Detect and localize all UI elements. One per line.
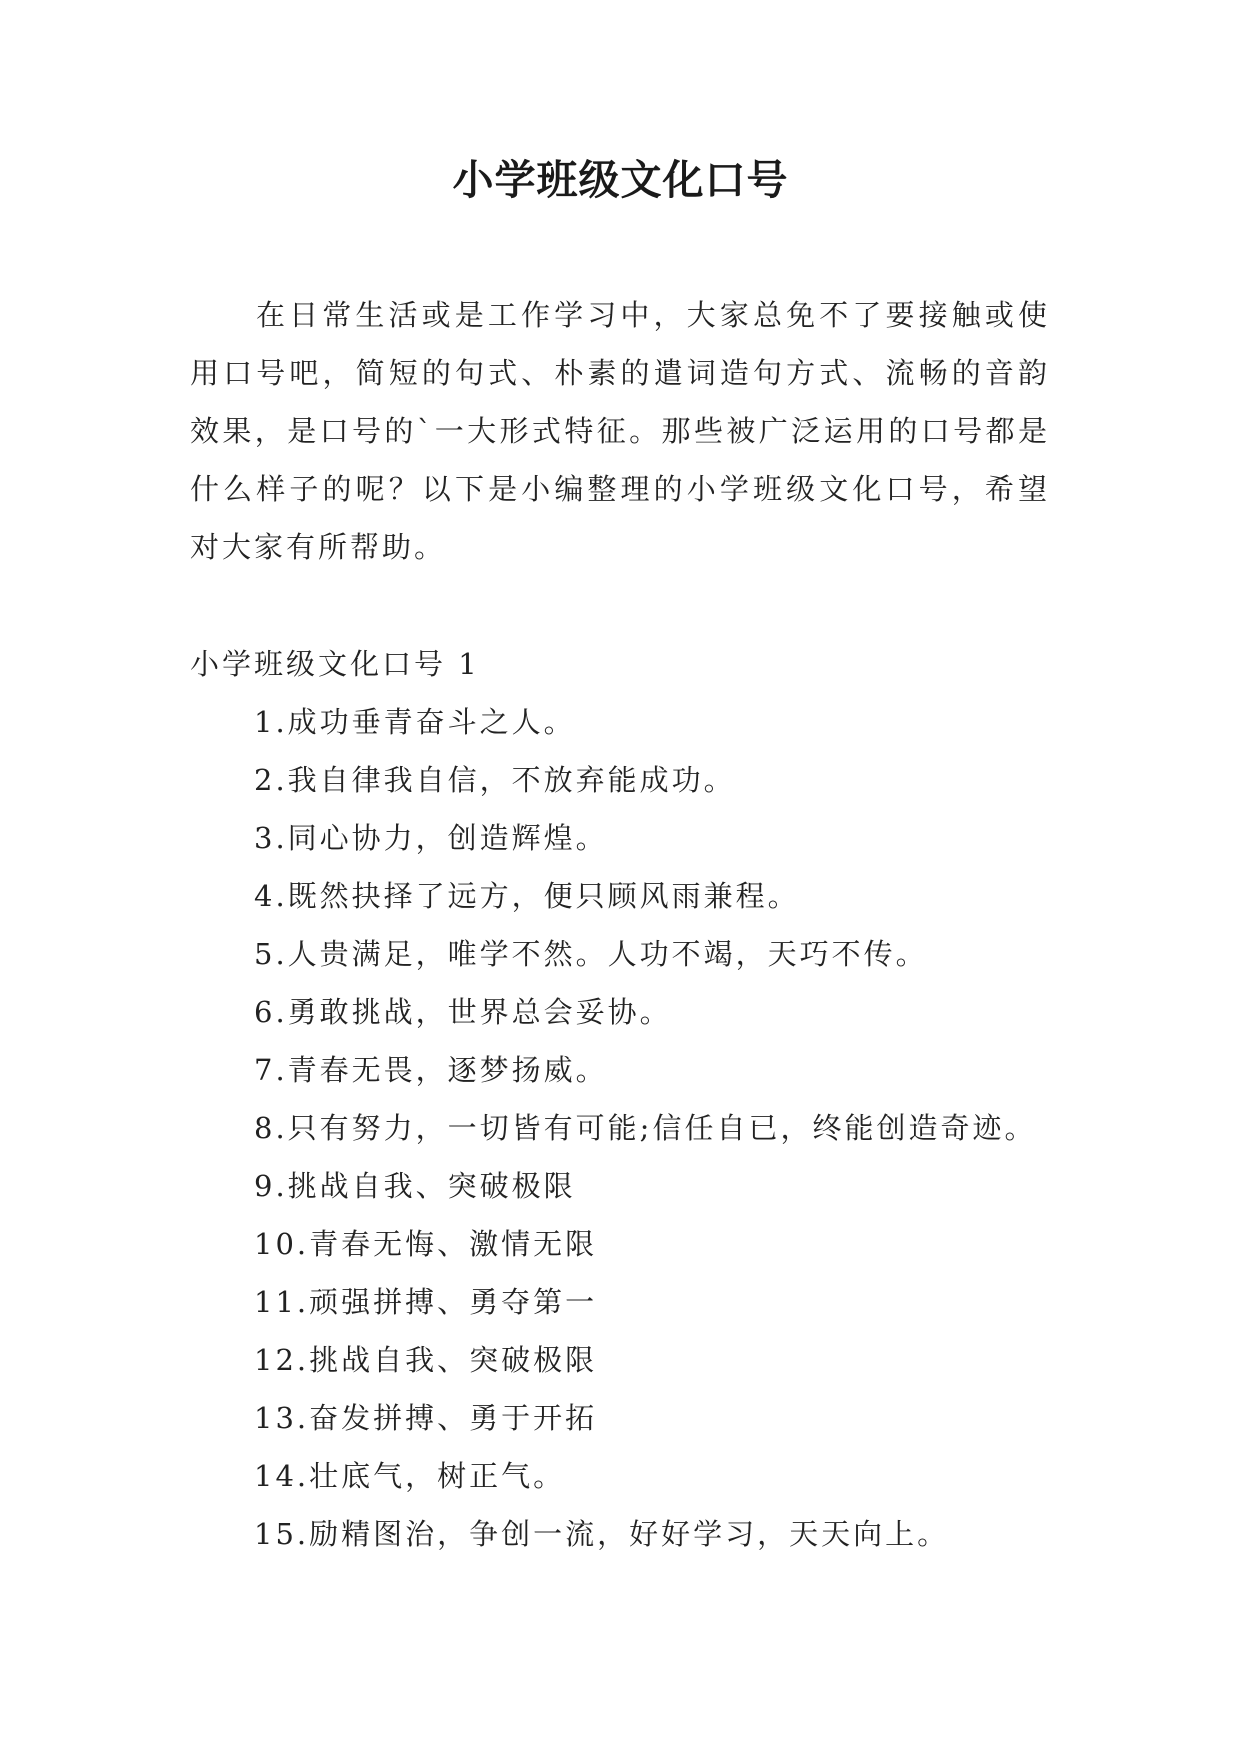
slogan-item: 1.成功垂青奋斗之人。 (254, 705, 576, 739)
slogan-list (254, 693, 1134, 1563)
slogan-item: 12.挑战自我、突破极限 (254, 1343, 598, 1377)
slogan-item: 13.奋发拼搏、勇于开拓 (254, 1401, 598, 1435)
slogan-item: 4.既然抉择了远方，便只顾风雨兼程。 (254, 879, 800, 913)
slogan-item: 14.壮底气，树正气。 (254, 1459, 566, 1493)
section-heading: 小学班级文化口号 1 (190, 647, 480, 681)
slogan-item: 10.青春无悔、激情无限 (254, 1227, 598, 1261)
slogan-item: 6.勇敢挑战，世界总会妥协。 (254, 995, 672, 1029)
slogan-item: 5.人贵满足，唯学不然。人功不竭，天巧不传。 (254, 937, 928, 971)
document-title: 小学班级文化口号 (452, 156, 789, 204)
slogan-item: 2.我自律我自信，不放弃能成功。 (254, 763, 736, 797)
slogan-item: 7.青春无畏，逐梦扬威。 (254, 1053, 608, 1087)
slogan-item: 8.只有努力，一切皆有可能;信任自已，终能创造奇迹。 (254, 1111, 1037, 1145)
slogan-item: 15.励精图治，争创一流，好好学习，天天向上。 (254, 1517, 950, 1551)
slogan-item: 11.顽强拼搏、勇夺第一 (254, 1285, 598, 1319)
slogan-item: 3.同心协力，创造辉煌。 (254, 821, 608, 855)
slogan-item: 9.挑战自我、突破极限 (254, 1169, 576, 1203)
intro-paragraph: 在日常生活或是工作学习中，大家总免不了要接触或使用口号吧，简短的句式、朴素的遣词造句方式、流畅的音韵效果，是口号的`一大形式特征。那些被广泛运用的口号都是什么样子的呢？以下是小编整理的小学班级文化口号，希望对大家有所帮助。 (190, 298, 1050, 564)
